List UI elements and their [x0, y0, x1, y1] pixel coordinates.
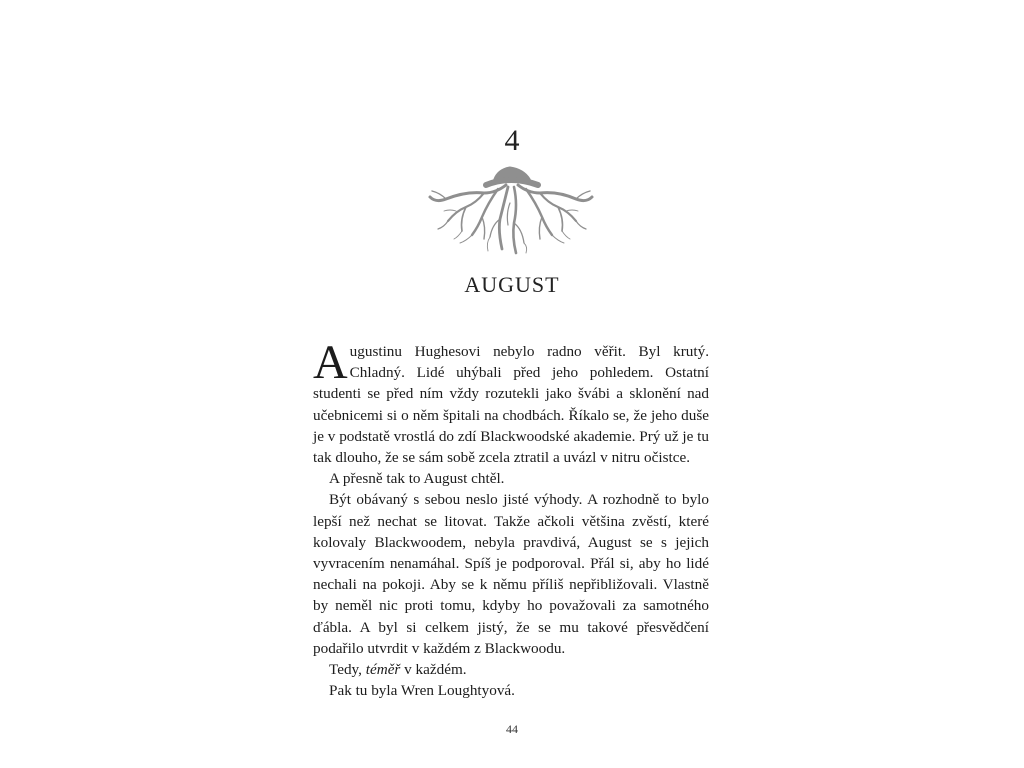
tree-roots-icon [426, 163, 596, 255]
paragraph-text: Tedy, [329, 661, 366, 679]
paragraph: A přesně tak to August chtěl. [329, 470, 505, 488]
paragraph: Být obávaný s sebou neslo jisté výhody. A rozhodně to bylo lepší než nechat se litovat. Takže ačkoli většina zvěstí, které kolovaly Blackwoodem, nebyla pravdivá, August se s jejich vyvracením nenamáhal. Spíš je podporoval. Přál si, aby ho lidé nechali na pokoji. Aby se k němu příliš nepřibližovali. Vlastně by neměl nic proti tomu, kdyby ho považovali za samotného ďábla. A byl si celkem jistý, že se mu takové přesvědčení podařilo utvrdit v každém z Blackwoodu. [313, 491, 709, 657]
paragraph-text: v každém. [400, 661, 467, 679]
chapter-number: 4 [504, 124, 520, 157]
paragraph-with-emphasis [313, 659, 709, 680]
chapter-title: AUGUST [464, 272, 560, 297]
chapter-body [313, 336, 709, 701]
page-number: 44 [506, 722, 518, 736]
paragraph-text: ugustinu Hughesovi nebylo radno věřit. Byl krutý. Chladný. Lidé uhýbali před jeho pohledem. Ostatní studenti se před ním vždy rozutekli jako švábi a sklonění nad učebnicemi si o něm špitali na chodbách. Říkalo se, že jeho duše je v podstatě vrostlá do zdí Blackwoodské akademie. Prý už je tu tak dlouho, že se sám sobě zcela ztratil a uvázl v nitru očistce. [313, 343, 709, 467]
paragraph: Pak tu byla Wren Loughtyová. [329, 682, 515, 700]
emphasized-word: téměř [365, 661, 401, 679]
drop-cap: A [313, 336, 348, 389]
opening-paragraph [313, 336, 709, 468]
